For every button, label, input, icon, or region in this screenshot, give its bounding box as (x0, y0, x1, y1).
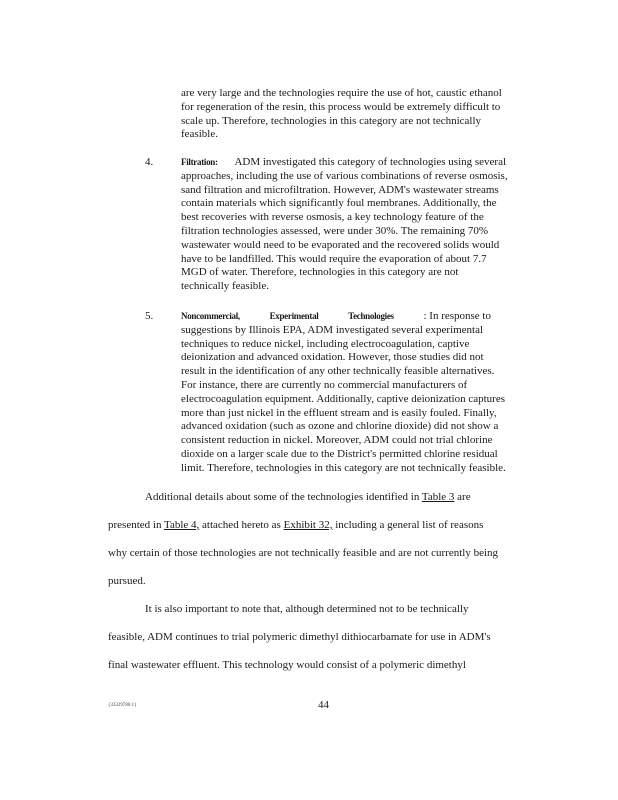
body-text-line: feasible, ADM continues to trial polymeric dimethyl dithiocarbamate for use in ADM's (108, 631, 491, 643)
text-line: For instance, there are currently no commercial manufacturers of (181, 378, 468, 391)
page-number: 44 (318, 699, 329, 711)
item-4-number: 4. (145, 156, 154, 168)
text-line: feasible. (181, 128, 218, 141)
table-4-link[interactable]: Table 4, (164, 519, 200, 531)
text-span: are (454, 491, 471, 503)
table-3-link[interactable]: Table 3 (421, 491, 455, 503)
item-4-paragraph (181, 156, 536, 294)
body-text-line: final wastewater effluent. This technology would consist of a polymeric dimethyl (108, 659, 466, 671)
document-code: {33329780.1} (108, 703, 137, 708)
item-5-heading-word: Technologies (348, 311, 394, 321)
body-text-line (108, 519, 536, 531)
text-line: best recoveries with reverse osmosis, a key technology feature of the (181, 211, 484, 224)
text-line: more than just nickel in the effluent stream and is easily fouled. Finally, (181, 406, 497, 419)
item-5-heading-word: Experimental (269, 311, 319, 321)
text-line: : In response to (423, 310, 491, 322)
item-4-heading: Filtration: (181, 157, 218, 167)
text-span: including a general list of reasons (332, 519, 484, 531)
body-text-line: pursued. (108, 575, 146, 587)
text-line: techniques to reduce nickel, including electrocoagulation, captive (181, 337, 470, 350)
body-text-line: It is also important to note that, although determined not to be technically (145, 603, 469, 615)
text-line: suggestions by Illinois EPA, ADM investigated several experimental (181, 323, 484, 336)
text-line: advanced oxidation (such as ozone and chlorine dioxide) did not show a (181, 420, 499, 433)
continuation-paragraph (181, 87, 536, 142)
body-text-line (145, 491, 536, 503)
text-line: sand filtration and microfiltration. However, ADM's wastewater streams (181, 183, 499, 196)
text-line: are very large and the technologies require the use of hot, caustic ethanol (181, 87, 502, 99)
text-line: have to be landfilled. This would require the evaporation of about 7.7 (181, 252, 487, 265)
text-line: approaches, including the use of various combinations of reverse osmosis, (181, 169, 508, 182)
text-span: presented in (108, 519, 165, 531)
item-5-heading-word: Noncommercial, (181, 311, 240, 321)
text-span: attached hereto as (199, 519, 284, 531)
text-line: technically feasible. (181, 280, 269, 293)
text-line: dioxide on a larger scale due to the District's permitted chlorine residual (181, 447, 498, 460)
text-line: limit. Therefore, technologies in this category are not technically feasible. (181, 461, 506, 474)
text-line: result in the identification of any other technically feasible alternatives. (181, 365, 495, 378)
text-line: for regeneration of the resin, this process would be extremely difficult to (181, 100, 501, 113)
text-line: MGD of water. Therefore, technologies in this category are not (181, 266, 459, 279)
text-line: ADM investigated this category of technologies using several (234, 156, 507, 168)
item-5-number: 5. (145, 310, 154, 322)
text-line: wastewater would need to be evaporated and the recovered solids would (181, 238, 500, 251)
body-text-line: why certain of those technologies are not technically feasible and are not currently being (108, 547, 499, 559)
text-span: Additional details about some of the technologies identified in (145, 491, 422, 503)
text-line: electrocoagulation equipment. Additionally, captive deionization captures (181, 392, 505, 405)
item-5-paragraph (181, 310, 543, 476)
text-line: scale up. Therefore, technologies in this category are not technically (181, 114, 482, 127)
text-line: filtration technologies assessed, were under 30%. The remaining 70% (181, 224, 489, 237)
text-line: contain materials which significantly foul membranes. Additionally, the (181, 197, 497, 210)
text-line: deionization and advanced oxidation. However, those studies did not (181, 351, 484, 364)
exhibit-32-link[interactable]: Exhibit 32, (283, 519, 333, 531)
text-line: consistent reduction in nickel. Moreover, ADM could not trial chlorine (181, 434, 493, 447)
